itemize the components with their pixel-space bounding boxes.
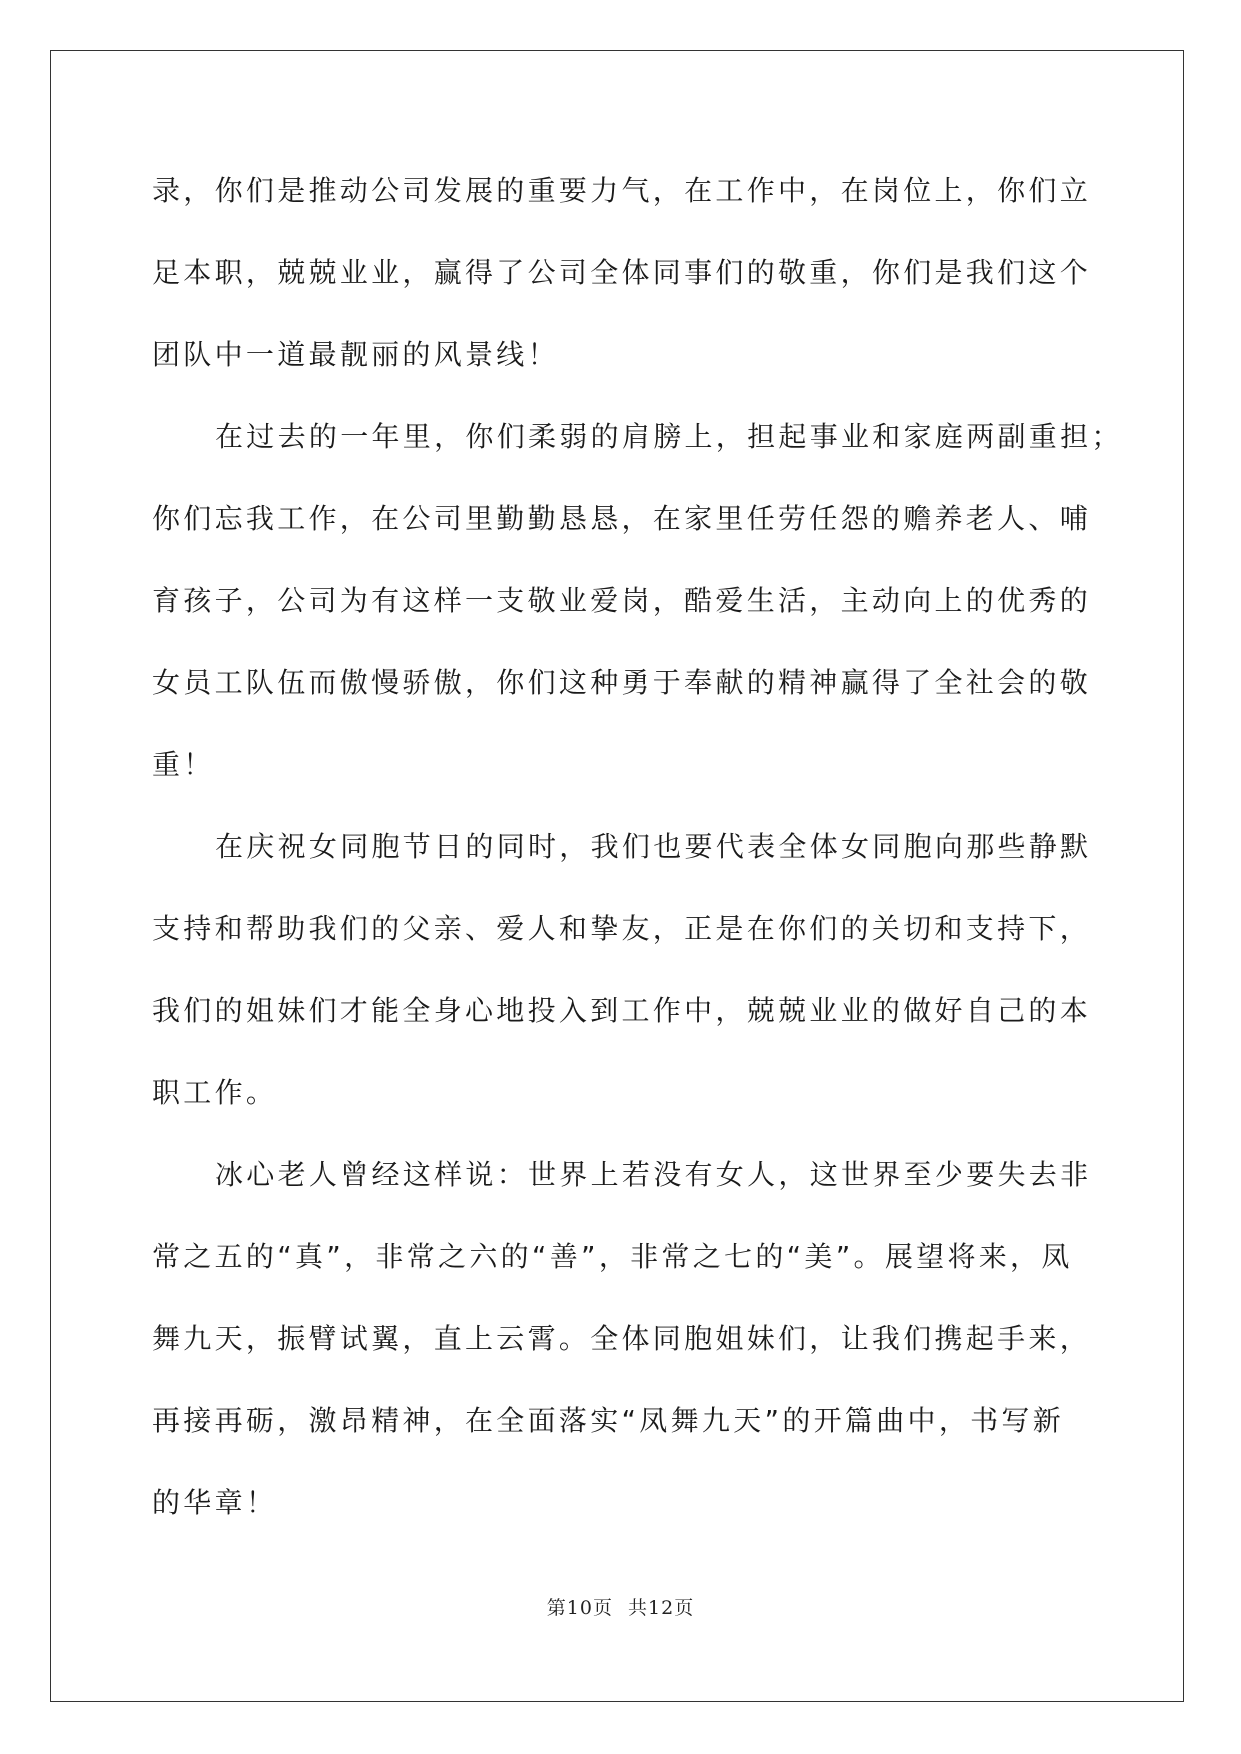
text-line: 重！ bbox=[152, 748, 215, 781]
page-footer bbox=[0, 1593, 1241, 1620]
text-line: 再接再砺，激昂精神，在全面落实“凤舞九天”的开篇曲中，书写新 bbox=[152, 1404, 1065, 1437]
text-line: 常之五的“真”，非常之六的“善”，非常之七的“美”。展望将来，凤 bbox=[152, 1240, 1073, 1273]
text-line: 育孩子，公司为有这样一支敬业爱岗，酷爱生活，主动向上的优秀的 bbox=[152, 584, 1092, 617]
page-number: 第10页 bbox=[546, 1597, 613, 1619]
text-line: 的华章！ bbox=[152, 1486, 278, 1519]
text-line: 支持和帮助我们的父亲、爱人和挚友，正是在你们的关切和支持下， bbox=[152, 912, 1092, 945]
text-line: 女员工队伍而傲慢骄傲，你们这种勇于奉献的精神赢得了全社会的敬 bbox=[152, 666, 1092, 699]
document-body bbox=[152, 150, 1123, 1544]
page-total: 共12页 bbox=[628, 1597, 695, 1619]
text-line: 你们忘我工作，在公司里勤勤恳恳，在家里任劳任怨的赡养老人、哺 bbox=[152, 502, 1092, 535]
paragraph-first-line: 在过去的一年里，你们柔弱的肩膀上，担起事业和家庭两副重担； bbox=[215, 420, 1123, 453]
text-line: 舞九天，振臂试翼，直上云霄。全体同胞姐妹们，让我们携起手来， bbox=[152, 1322, 1092, 1355]
paragraph-first-line: 冰心老人曾经这样说：世界上若没有女人，这世界至少要失去非 bbox=[215, 1158, 1092, 1191]
paragraph-first-line: 在庆祝女同胞节日的同时，我们也要代表全体女同胞向那些静默 bbox=[215, 830, 1092, 863]
text-line: 录，你们是推动公司发展的重要力气，在工作中，在岗位上，你们立 bbox=[152, 174, 1092, 207]
text-line: 足本职，兢兢业业，赢得了公司全体同事们的敬重，你们是我们这个 bbox=[152, 256, 1092, 289]
text-line: 职工作。 bbox=[152, 1076, 278, 1109]
text-line: 我们的姐妹们才能全身心地投入到工作中，兢兢业业的做好自己的本 bbox=[152, 994, 1092, 1027]
text-line: 团队中一道最靓丽的风景线！ bbox=[152, 338, 559, 371]
